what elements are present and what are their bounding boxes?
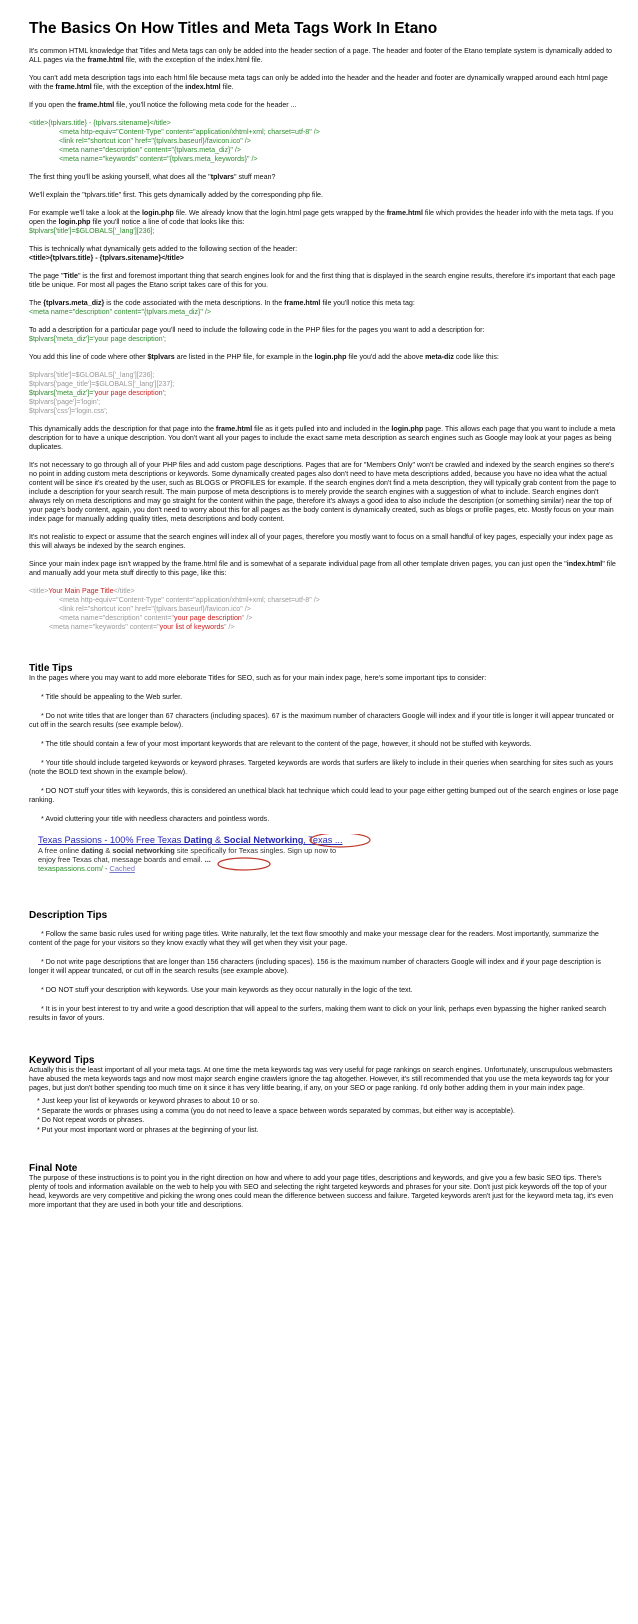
list-item: * Separate the words or phrases using a comma (you do not need to leave a space between words separated by commas, but either way is acceptable). (37, 1106, 515, 1115)
section-heading: Keyword Tips (29, 1055, 95, 1066)
paragraph-not-necessary: It's not necessary to go through all of your PHP files and add custom page descriptions. Pages that are for "Members Only" won't be crawled and indexed by the search engines so there's no point in adding custom meta descriptions or keywords. Some dynamically created pages also don't need to have meta descriptions added, because you have no idea what the actual content will be since it's created by the user, such as BLOGS or PROFILES for example. If the search engines don't find a meta description, they will typically grab content from the page to include a description for your search result. The main purpose of meta descriptions is to merely provide the search engines with a suggestion of what to include. Search engines don't always rely on meta descriptions and may go straight for the content within the page, therefore it's always a good idea to also include the description (or something similar) near the top of your page's body content, again, you don't need to worry about this for all pages as the body content is dynamically created, such as blogs or profile pages, etc. Mostly focus on your main index page for manually adding quality titles, meta descriptions and body content. (29, 461, 617, 523)
paragraph-not-realistic: It's not realistic to expect or assume that the search engines will index all of your pages, therefore you mostly want to focus on a small handful of key pages, especially your index page as this will always be indexed by the search engines. (29, 533, 613, 550)
section-title-tips (29, 663, 620, 878)
paragraph-add-description: To add a description for a particular page you'll need to include the following code in the PHP files for the pages you want to add a description for: $tplvars['meta_diz']='your page description'; (29, 326, 485, 343)
code-line: <meta name="description" content="your page description" /> (59, 614, 253, 622)
search-result-description: A free online dating & social networking site specifically for Texas singles. Sign up now to (38, 846, 337, 855)
paragraph-page-title: The page "Title" is the first and foremost important thing that search engines look for and the first thing that is displayed in the search engine results, therefore it's important that each page title be unique. For most all pages the Etano script takes care of this for you. (29, 272, 616, 289)
code-line: <meta http-equiv="Content-Type" content="application/xhtml+xml; charset=utf-8" /> (59, 128, 320, 136)
tip-item: * DO NOT stuff your titles with keywords, this is considered an unethical black hat technique which could lead to your page either getting bumped out of the search engines or lose page ranking. (29, 787, 619, 804)
tip-item: * Title should be appealing to the Web surfer. (41, 693, 183, 701)
code-line: <meta name="description" content="{tplvars.meta_diz}" /> (59, 146, 242, 154)
paragraph-dynamic-description: This dynamically adds the description for that page into the frame.html file as it gets pulled into and included in the login.php page. This allows each page that you want to include a meta description for to have a unique description. You don't want all your pages to include the exact same meta description as search engines such as Google may look at your pages as being duplicates. (29, 425, 616, 451)
code-block-index-html (29, 587, 620, 632)
list-item: * Just keep your list of keywords or keyword phrases to about 10 or so. (37, 1097, 260, 1105)
code-line: $tplvars['page_title']=$GLOBALS['_lang'][237]; (29, 380, 175, 388)
inline-code: $tplvars['meta_diz']='your page description'; (29, 335, 166, 343)
section-keyword-tips (29, 1055, 620, 1135)
inline-code: <meta name="description" content="{tplvars.meta_diz}" /> (29, 308, 212, 316)
tip-item: * Your title should include targeted keywords or keyword phrases. Targeted keywords are words that surfers are likely to include in their queries when searching for sites such as yours (note the BOLD text shown in the example below). (29, 759, 613, 776)
paragraph-login-example: For example we'll take a look at the login.php file. We already know that the login.html page gets wrapped by the frame.html file which provides the header info with the meta tags. If you open the login.php file you'll notice a line of code that looks like this: $tplvars['title']=$GLOBALS['_lang'][236]; (29, 209, 614, 235)
truncation-circle-description (218, 858, 270, 870)
code-line: <meta name="keywords" content="{tplvars.meta_keywords}" /> (59, 155, 258, 163)
paragraph-meta-diz: The {tplvars.meta_diz} is the code associated with the meta descriptions. In the frame.html file you'll notice this meta tag: <meta name="description" content="{tplvars.meta_diz}" /> (29, 299, 415, 316)
code-line: <meta name="keywords" content="your list of keywords" /> (49, 623, 235, 631)
search-result-example (38, 834, 378, 878)
code-line: <title>{tplvars.title} - {tplvars.sitename}</title> (29, 119, 171, 127)
code-line: $tplvars['title']=$GLOBALS['_lang'][236]; (29, 371, 155, 379)
search-result-title: Texas Passions - 100% Free Texas Dating & Social Networking, Texas ... (38, 835, 343, 845)
tip-item: * Follow the same basic rules used for writing page titles. Write naturally, let the text flow smoothly and make your message clear for the readers. Most importantly, summarize the content of the page for your visitors so they know exactly what they will get when they visit your page. (29, 930, 599, 947)
tip-item: * DO NOT stuff your description with keywords. Use your main keywords as they occur naturally in the logic of the text. (41, 986, 413, 994)
code-line: $tplvars['meta_diz']='your page description'; (29, 389, 166, 397)
code-line: <link rel="shortcut icon" href="{tplvars.baseurl}/favicon.ico" /> (59, 137, 251, 145)
truncation-highlight (38, 834, 378, 878)
section-heading: Description Tips (29, 910, 108, 921)
paragraph-index-page: Since your main index page isn't wrapped by the frame.html file and is somewhat of a separate individual page from all other template driven pages, you can just open the "index.html" file and manually add your meta stuff directly to this page, like this: (29, 560, 616, 577)
search-result-url: texaspassions.com/ - Cached (38, 864, 135, 873)
intro-paragraph-1: It's common HTML knowledge that Titles and Meta tags can only be added into the header section of a page. The header and footer of the Etano template system is dynamically added to ALL pages via the frame.html file, with the exception of the index.html file. (29, 47, 612, 64)
section-description-tips (29, 910, 620, 1023)
section-heading: Title Tips (29, 663, 73, 674)
intro-paragraph-3: If you open the frame.html file, you'll notice the following meta code for the header ... (29, 101, 297, 109)
paragraph-add-line: You add this line of code where other $tplvars are listed in the PHP file, for example in the login.php file you'd add the above meta-diz code like this: (29, 353, 499, 361)
section-intro: In the pages where you may want to add more eleborate Titles for SEO, such as for your main index page, here's some important tips to consider: (29, 674, 487, 682)
section-final-note (29, 1163, 620, 1210)
tip-item: * The title should contain a few of your most important keywords that are relevant to the content of the page, however, it should not be stuffed with keywords. (41, 740, 532, 748)
tip-item: * It is in your best interest to try and write a good description that will appeal to the surfers, making them want to click on your link, perhaps even bypassing the higher ranked search results in favor of yours. (29, 1005, 607, 1022)
intro-paragraph-2: You can't add meta description tags into each html file because meta tags can only be added into the header and the header and footer are dynamically wrapped around each html page with the frame.html file, with the exception of the index.html file. (29, 74, 608, 91)
code-line: $tplvars['page']='login'; (29, 398, 101, 406)
code-line: <link rel="shortcut icon" href="{tplvars.baseurl}/favicon.ico" /> (59, 605, 251, 613)
code-block-login-php (29, 371, 620, 416)
code-line: <meta http-equiv="Content-Type" content="application/xhtml+xml; charset=utf-8" /> (59, 596, 320, 604)
inline-code: $tplvars['title']=$GLOBALS['_lang'][236]; (29, 227, 155, 235)
code-line: $tplvars['css']='login.css'; (29, 407, 108, 415)
section-heading: Final Note (29, 1163, 78, 1174)
code-block-frame-header (29, 119, 620, 164)
final-note-text: The purpose of these instructions is to point you in the right direction on how and where to add your page titles, descriptions and keywords, and give you a few basic SEO tips. There's plenty of tools and information available on the web to help you with SEO and selecting the right targeted keywords and phrases for your site. Don't just pick keywords off the top of your head, keywords are very competitive and picking the wrong ones could mean the difference between success and failure. Targeted keywords aren't just for the keyword meta tag, it's even more important that they are used in both your title and descriptions. (29, 1174, 614, 1209)
code-line: <title>Your Main Page Title</title> (29, 587, 135, 595)
paragraph-tplvars-title: We'll explain the "tplvars.title" first. This gets dynamically added by the corresponding php file. (29, 191, 323, 199)
tip-item: * Do not write titles that are longer than 67 characters (including spaces). 67 is the maximum number of characters Google will index and if your title is longer it will appear truncated or cut off in the search results (see example below). (29, 712, 614, 729)
list-item: * Put your most important word or phrases at the beginning of your list. (37, 1125, 259, 1134)
list-item: * Do Not repeat words or phrases. (37, 1116, 145, 1124)
inline-code: <title>{tplvars.title} - {tplvars.sitename}</title> (29, 254, 184, 262)
paragraph-tplvars-question: The first thing you'll be asking yourself, what does all the "tplvars" stuff mean? (29, 173, 276, 181)
paragraph-header-section: This is technically what dynamically gets added to the following section of the header: <title>{tplvars.title} - {tplvars.sitename}</title> (29, 245, 298, 262)
tip-item: * Do not write page descriptions that are longer than 156 characters (including spaces). 156 is the maximum number of characters Google will index and if your page description is longer it will appear truncated, or cut off in the search results (see example above). (29, 958, 601, 975)
tip-item: * Avoid cluttering your title with needless characters and pointless words. (41, 815, 270, 823)
document-title: The Basics On How Titles and Meta Tags Work In Etano (29, 20, 438, 37)
section-intro: Actually this is the least important of all your meta tags. At one time the meta keywords tag was very useful for page rankings on search engines. Unfortunately, unscrupulous webmasters have abused the meta keywords tags and now most major search engine crawlers ignore the tag altogether. However, it's still recommended that you use the meta keywords tag for your pages, but just don't bother spending too much time on it since it has very little bearing, if any, on your SEO or page ranking. I'd only bother adding them in your main index page. (29, 1066, 613, 1092)
cached-link[interactable]: Cached (109, 864, 135, 873)
search-result-description-2: enjoy free Texas chat, message boards and email. ... (38, 855, 211, 864)
truncation-circle-title (310, 834, 370, 847)
